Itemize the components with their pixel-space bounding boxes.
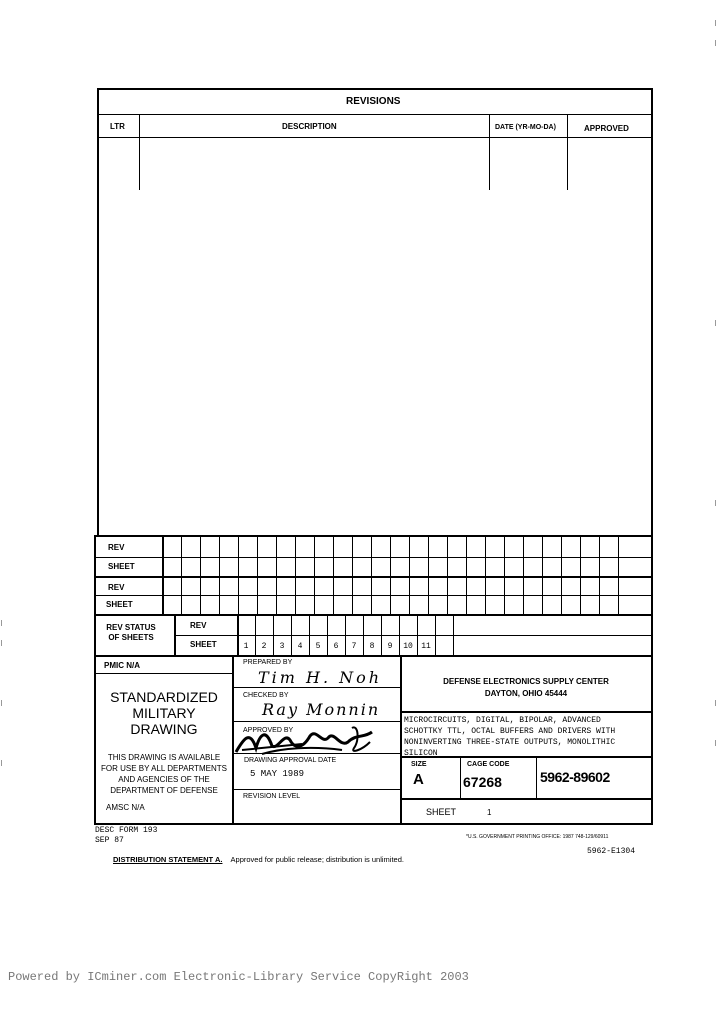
document-number: 5962-E1304 xyxy=(587,847,636,856)
revision-level-label: REVISION LEVEL xyxy=(243,793,301,800)
powered-by-notice: Powered by ICminer.com Electronic-Library Service CopyRight 2003 xyxy=(8,970,469,984)
description-line-1: MICROCIRCUITS, DIGITAL, BIPOLAR, ADVANCED xyxy=(404,716,601,725)
grid-column-line xyxy=(428,536,429,615)
rev-label-2: REV xyxy=(108,583,125,592)
description-line-2: SCHOTTKY TTL, OCTAL BUFFERS AND DRIVERS WITH xyxy=(404,727,616,736)
sheet-label-2: SHEET xyxy=(106,600,133,609)
prepared-by-label: PREPARED BY xyxy=(243,659,293,666)
grid-column-line xyxy=(181,536,182,615)
grid-column-line xyxy=(447,536,448,615)
rev-label-1: REV xyxy=(108,543,125,552)
agency-line-2: DAYTON, OHIO 45444 xyxy=(484,689,568,698)
agency-line-1: DEFENSE ELECTRONICS SUPPLY CENTER xyxy=(443,677,609,686)
revisions-col-description: DESCRIPTION xyxy=(282,122,337,131)
checked-by-label: CHECKED BY xyxy=(243,692,289,699)
approved-by-label: APPROVED BY xyxy=(243,727,294,734)
grid-column-line xyxy=(238,536,239,615)
title-standardized: STANDARDIZED xyxy=(110,689,218,705)
grid-column-line xyxy=(295,536,296,615)
sheet-number-4: 4 xyxy=(297,642,303,651)
form-number xyxy=(95,826,157,846)
grid-column-line xyxy=(466,536,467,615)
gpo-note: *U.S. GOVERNMENT PRINTING OFFICE: 1987 748-129/60911 xyxy=(466,834,609,840)
revisions-col-approved: APPROVED xyxy=(584,124,629,133)
sheet-value: 1 xyxy=(487,808,492,817)
grid-column-line xyxy=(485,536,486,615)
approved-by-signature xyxy=(232,720,382,760)
grid-column-line xyxy=(561,536,562,615)
drawing-description xyxy=(404,715,615,759)
grid-column-line xyxy=(257,536,258,615)
grid-column-line xyxy=(390,536,391,615)
amsc-label: AMSC N/A xyxy=(106,803,145,812)
sheet-number-11: 11 xyxy=(421,642,431,651)
availability-line-2: FOR USE BY ALL DEPARTMENTS xyxy=(101,764,227,773)
sheet-number-1: 1 xyxy=(243,642,249,651)
status-column-line xyxy=(435,615,436,656)
size-value: A xyxy=(413,771,424,788)
status-sheet-label: SHEET xyxy=(190,640,217,649)
availability-line-4: DEPARTMENT OF DEFENSE xyxy=(110,786,218,795)
status-rev-label: REV xyxy=(190,621,207,630)
sheet-number-6: 6 xyxy=(333,642,339,651)
sheet-number-9: 9 xyxy=(387,642,393,651)
checked-by-signature: Ray Monnin xyxy=(262,700,381,719)
distribution-statement xyxy=(113,855,404,864)
rev-status-label: REV STATUS OF SHEETS xyxy=(106,623,156,642)
availability-line-1: THIS DRAWING IS AVAILABLE xyxy=(107,753,221,762)
sheet-number-8: 8 xyxy=(369,642,375,651)
sheet-label-1: SHEET xyxy=(108,562,135,571)
status-column-line xyxy=(453,615,454,656)
drawing-number: 5962-89602 xyxy=(540,769,610,785)
drawing-approval-label: DRAWING APPROVAL DATE xyxy=(244,757,337,764)
sheet-number-2: 2 xyxy=(261,642,267,651)
grid-column-line xyxy=(599,536,600,615)
cage-code-value: 67268 xyxy=(463,774,502,790)
availability-note xyxy=(96,752,232,796)
title-military: MILITARY xyxy=(132,705,196,721)
standardized-military-drawing xyxy=(96,689,232,737)
grid-column-line xyxy=(276,536,277,615)
description-line-4: SILICON xyxy=(404,749,438,758)
grid-column-line xyxy=(371,536,372,615)
grid-column-line xyxy=(200,536,201,615)
form-line-2: SEP 87 xyxy=(95,836,124,845)
size-label: SIZE xyxy=(411,761,427,768)
grid-column-line xyxy=(333,536,334,615)
revisions-title: REVISIONS xyxy=(346,96,401,107)
drawing-approval-date: 5 MAY 1989 xyxy=(250,769,305,779)
grid-column-line xyxy=(542,536,543,615)
grid-column-line xyxy=(580,536,581,615)
sheet-label: SHEET xyxy=(426,807,457,817)
revisions-col-date: DATE (YR-MO-DA) xyxy=(495,124,556,131)
rev-status-grid xyxy=(94,535,653,657)
grid-column-line xyxy=(504,536,505,615)
grid-column-line xyxy=(618,536,619,615)
grid-column-line xyxy=(352,536,353,615)
sheet-number-3: 3 xyxy=(279,642,285,651)
pmic-label: PMIC N/A xyxy=(104,661,140,670)
availability-line-3: AND AGENCIES OF THE xyxy=(118,775,210,784)
grid-column-line xyxy=(314,536,315,615)
form-line-1: DESC FORM 193 xyxy=(95,826,158,835)
distribution-label: DISTRIBUTION STATEMENT A. xyxy=(113,855,223,864)
grid-column-line xyxy=(219,536,220,615)
grid-column-line xyxy=(409,536,410,615)
description-line-3: NONINVERTING THREE-STATE OUTPUTS, MONOLITHIC xyxy=(404,738,616,747)
title-drawing: DRAWING xyxy=(130,721,198,737)
grid-column-line xyxy=(523,536,524,615)
sheet-number-5: 5 xyxy=(315,642,321,651)
revisions-col-ltr: LTR xyxy=(110,122,125,131)
cage-code-label: CAGE CODE xyxy=(467,761,510,768)
prepared-by-signature: Tim H. Noh xyxy=(258,668,383,687)
distribution-text: Approved for public release; distribution is unlimited. xyxy=(230,855,404,864)
sheet-number-10: 10 xyxy=(403,642,413,651)
sheet-number-7: 7 xyxy=(351,642,357,651)
